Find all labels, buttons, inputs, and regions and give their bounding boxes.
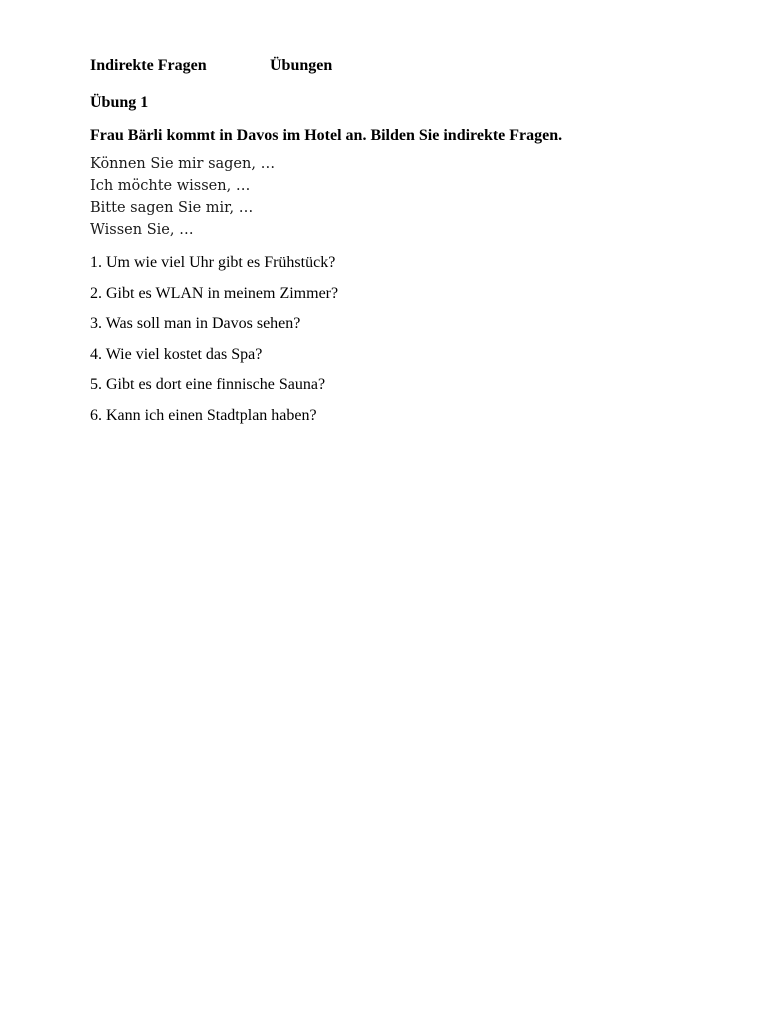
document-title: Indirekte Fragen — [90, 57, 207, 74]
question-item: 3. Was soll man in Davos sehen? — [90, 315, 301, 332]
phrase-item: Können Sie mir sagen, … — [90, 156, 276, 172]
question-item: 2. Gibt es WLAN in meinem Zimmer? — [90, 284, 339, 302]
document-header — [90, 55, 730, 77]
question-item: 5. Gibt es dort eine finnische Sauna? — [90, 376, 326, 393]
phrase-item: Ich möchte wissen, … — [90, 178, 251, 194]
phrase-list — [90, 153, 730, 241]
question-list — [90, 248, 730, 431]
question-item: 1. Um wie viel Uhr gibt es Frühstück? — [90, 254, 336, 271]
phrase-item: Wissen Sie, … — [90, 222, 194, 238]
question-item: 4. Wie viel kostet das Spa? — [90, 345, 263, 363]
phrase-item: Bitte sagen Sie mir, … — [90, 200, 254, 216]
question-item: 6. Kann ich einen Stadtplan haben? — [90, 406, 317, 424]
exercise-instruction: Frau Bärli kommt in Davos im Hotel an. Bilden Sie indirekte Fragen. — [90, 127, 563, 144]
exercise-title: Übung 1 — [90, 94, 149, 111]
section-title: Übungen — [270, 57, 333, 74]
document-page — [90, 55, 730, 431]
